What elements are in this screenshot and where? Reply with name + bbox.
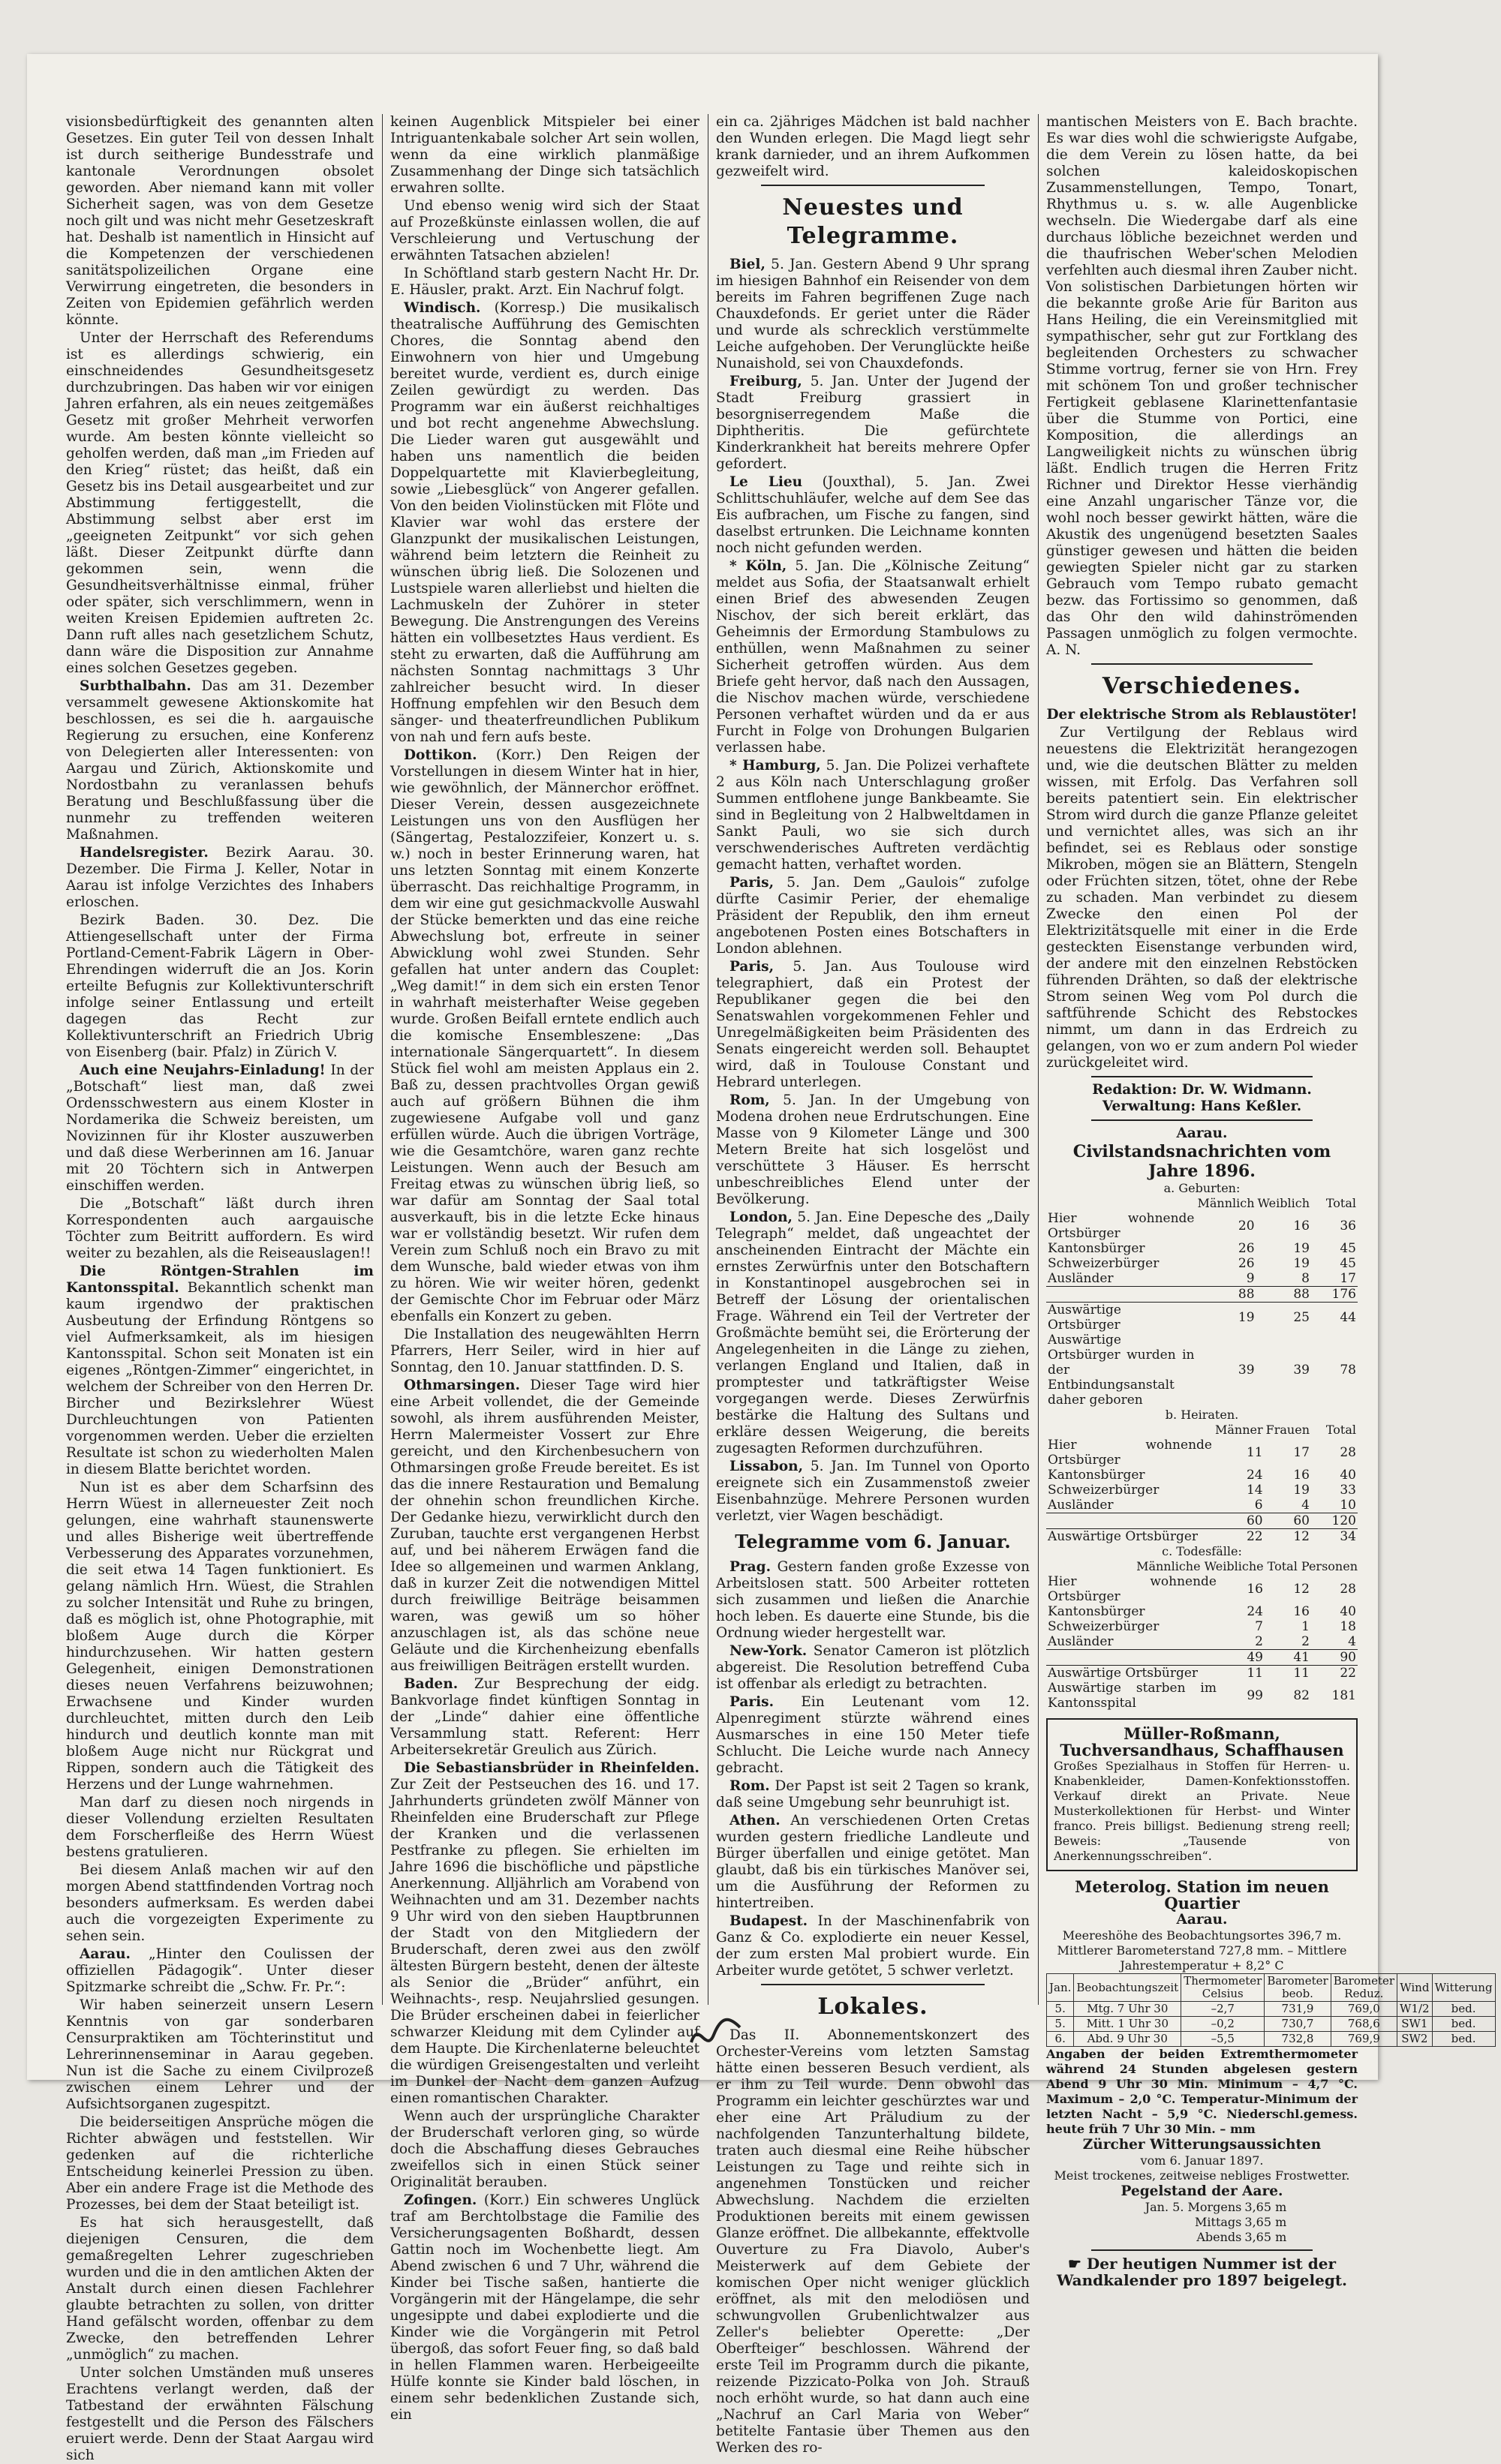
article-heading: Auch eine Neujahrs-Einladung! <box>80 1062 326 1078</box>
article-text: „Hinter den Coulissen der offiziellen Pädagogik“. Unter dieser Spitzmarke schreibt die „Schw. Fr. Pr.“: <box>66 1946 374 1995</box>
table-row: Ausländer 9 8 17 <box>1048 1271 1356 1286</box>
divider <box>1091 2249 1313 2251</box>
table-row: Hier wohnende Ortsbürger 11 17 28 <box>1048 1438 1356 1468</box>
article-text: Und ebenso wenig wird sich der Staat auf Prozeßkünste einlassen wollen, die auf Verschleierung und Vertuschung der erwähnten Tatsachen abzielen! <box>390 198 699 263</box>
article-text: Zur Vertilgung der Reblaus wird neuestens die Elektrizität herangezogen und, wie die deutschen Blätter zu melden wissen, mit Erfolg. Das Verfahren soll bereits patentiert sein. Ein elektrischer Strom wird durch die ganze Pflanze geleitet und vernichtet alles, was sich an ihr befindet, sei es Reblaus oder sonstige Mikroben, mögen sie an Blättern, Stengeln oder Früchten sitzen, tötet, ohne der Rebe zu schaden. Man verbindet zu diesem Zwecke den einen Pol der Elektrizitätsquelle mit einer in die Erde gesteckten Eisenstange verbunden wird, der andere mit den einzelnen Rebstöcken führenden Drähten, so daß der elektrische Strom seinen Weg vom Pol durch die saftführende Schicht des Rebstockes nimmt, um dann in das Erdreich zu gelangen, von wo er zum andern Pol wieder zurückgeleitet wird. <box>1046 725 1358 1071</box>
table-row: Schweizerbürger 14 19 33 <box>1048 1483 1356 1498</box>
article-heading: Baden. <box>404 1676 459 1692</box>
article-text: (Jouxthal), 5. Jan. Zwei Schlittschuhläufer, welche auf dem See das Eis aufbrachen, um Fische zu fangen, sind daselbst ertrunken. Die Leichname konnten noch nicht gefunden werden. <box>716 474 1030 556</box>
article-heading: * Hamburg, <box>729 758 821 774</box>
column-1 <box>66 114 374 2463</box>
article-text: 5. Jan. Aus Toulouse wird telegraphiert, daß ein Protest der Republikaner gegen die bei den Senatswahlen vorgekommenen Fehler und Unregelmäßigkeiten beim Präsidenten des Senats eingereicht werden soll. Behauptet wird, daß in Toulouse Constant und Hebrard unterlegen. <box>716 959 1030 1090</box>
article-text: Dieser Tage wird hier eine Arbeit vollendet, die der Gemeinde sowohl, als ihrem ausführenden Meister, Herrn Malermeister Vossert zur Ehre gereicht, und den Kirchenbesuchern von Othmarsingen große Freude bereitet. Es ist das die innere Restauration und Bemalung der ohnehin schon freundlichen Kirche. Der Gedanke hiezu, verwirklicht durch den Zuruban, tauchte erst vergangenen Herbst auf, und bei näherem Erwägen fand die Idee so allgemeinen und warmen Anklang, daß in kurzer Zeit die notwendigen Mittel durch freiwillige Beiträge beisammen waren, was gewiß um so höher anzuschlagen ist, als das schöne neue Geläute und die Kirchenheizung ebenfalls aus freiwilligen Beiträgen erstellt wurden. <box>390 1378 699 1674</box>
article-text: In der Maschinenfabrik von Ganz & Co. explodierte ein neuer Kessel, der zum ersten Mal probiert wurde. Ein Arbeiter wurde getötet, 5 schwer verletzt. <box>716 1913 1030 1979</box>
article-text: Das II. Abonnementskonzert des Orchester-Vereins vom letzten Samstag hätte einen besseren Besuch verdient, als er ihm zu Teil wurde. Denn obwohl das Programm ein leichter geschürztes war und eher eine Art Präludium zu der nachfolgenden Tanzunterhaltung bildete, traten auch diesmal eine Reihe hübscher Leistungen zu Tage und reihte sich in angenehmen Tonstücken und reicher Abwechslung. Nachdem die erzielten Produktionen bereits mit einem gewissen Glanze eröffnet. Die allbekannte, effektvolle Ouverture zu Fra Diavolo, Auber's Meisterwerk auf dem Gebiete der komischen Oper nicht weniger glücklich eröffnet, als mit den melodiösen und schwungvollen Grubenlichtwalzer aus Zeller's beliebter Operette: „Der Oberfteiger“ beschlossen. Während der erste Teil im Programm durch die pikante, reizende Pizzicato-Polka von Joh. Strauß noch erhöht wurde, so hat dann auch eine „Nachruf an Carl Maria von Weber“ betitelte Fantasie über Themen aus den Werken des ro- <box>716 2027 1030 2456</box>
forecast-date: vom 6. Januar 1897. <box>1140 2153 1264 2168</box>
article-text: Es hat sich herausgestellt, daß diejenigen Censuren, die dem gemaßregelten Lehrer zugeschrieben wurden und die in den amtlichen Akten der Anstalt durch einen diesen Fachlehrer glaubte betrachten zu sollen, von dritter Hand gefälscht worden, offenbar zu dem Zwecke, den betreffenden Lehrer „unmöglich“ zu machen. <box>66 2215 374 2363</box>
table-row: Auswärtige Ortsbürger 11 11 22 <box>1048 1666 1356 1681</box>
article-text: Zur Zeit der Pestseuchen des 16. und 17. Jahrhunderts gründeten zwölf Männer von Rheinfelden eine Bruderschaft zur Pflege der Kranken und die verlassenen Pestfranke zu pflegen. Sie erhielten im Jahre 1696 die bischöfliche und päpstliche Anerkennung. Alljährlich am Vorabend von Weihnachten und am 31. Dezember nachts 9 Uhr wird von den sieben Hauptbrunnen der Stadt von den Mitgliedern der Bruderschaft, deren zwei aus den zwölf ältesten Bürgern besteht, denen der älteste als Senior die „Brüder“ anführt, ein Weihnachts-, resp. Neujahrslied gesungen. Die Brüder erscheinen dabei in feierlicher schwarzer Kleidung mit dem Cylinder auf dem Haupte. Die Kirchenlaterne beleuchtet die würdigen Greisengestalten und verleiht im Dunkel der Nacht dem ganzen Aufzug einen romantischen Charakter. <box>390 1777 699 2106</box>
column-header: Weiblich <box>1257 1196 1310 1210</box>
article-heading: Othmarsingen. <box>404 1378 520 1393</box>
article-text: Die beiderseitigen Ansprüche mögen die Richter abwägen und feststellen. Wir gedenken auf die richterliche Entscheidung keinerlei Pression zu üben. Aber ein andere Frage ist die Methode des Prozesses, bei dem der Staat beteiligt ist. <box>66 2114 374 2213</box>
column-4 <box>1046 114 1493 2289</box>
article-text: ein ca. 2jähriges Mädchen ist bald nachher den Wunden erlegen. Die Magd liegt sehr krank darnieder, und an ihrem Aufkommen gezweifelt wird. <box>716 114 1030 179</box>
article-text: Zur Besprechung der eidg. Bankvorlage findet künftigen Sonntag in der „Linde“ dahier eine öffentliche Versammlung statt. Referent: Herr Arbeitersekretär Greulich aus Zürich. <box>390 1676 699 1758</box>
article-text: Man darf zu diesen noch nirgends in dieser Vollendung erzielten Resultaten dem Forscherfleiße des Herrn Wüest bestens gratulieren. <box>66 1795 374 1860</box>
column-header: Total <box>1325 1423 1356 1437</box>
article-text: An verschiedenen Orten Cretas wurden gestern friedliche Landleute und Bürger überfallen und einige getötet. Man glaubt, daß bis ein türkisches Manöver sei, um die Ausführung der Reformen zu hintertreiben. <box>716 1813 1030 1911</box>
article-text: Ein Leutenant vom 12. Alpenregiment stürzte während eines Ausmarsches in eine 150 Meter tiefe Schlucht. Die Leiche wurde nach Annecy gebracht. <box>716 1694 1030 1776</box>
footer-notice: ☛ Der heutigen Nummer ist der Wandkalender pro 1897 beigelegt. <box>1056 2255 1348 2289</box>
article-text: Nun ist es aber dem Scharfsinn des Herrn Wüest in allerneuester Zeit noch gelungen, eine wahrhaft staunenswerte und alles Bisherige weit übertreffende Verbesserung des Apparates vorzunehmen, die seit etwa 14 Tagen funktioniert. Es gelang nämlich Hrn. Wüest, die Strahlen zu solcher Intensität und Ruhe zu bringen, daß es möglich ist, ohne Photographie, mit bloßem Auge durch die Körper hindurchzusehen. Wir hatten gestern Gelegenheit, einigen Demonstrationen dieses neuen Verfahrens beizuwohnen; Erwachsene und Kinder wurden durchleuchtet, mitten durch den Leib hindurch und deutlich konnte man mit bloßem Auge nicht nur Rückgrat und Rippen, sondern auch die Tätigkeit des Herzens und der Lunge wahrnehmen. <box>66 1480 374 1792</box>
article-text: 5. Jan. Dem „Gaulois“ zufolge dürfte Casimir Perier, der ehemalige Präsident der Republik, den ihm erneut angebotenen Posten eines Botschafters in London ablehnen. <box>716 875 1030 957</box>
table-row: Auswärtige Ortsbürger 22 12 34 <box>1048 1529 1356 1544</box>
article-text: Bezirk Baden. 30. Dez. Die Attiengesellschaft unter der Firma Portland-Cement-Fabrik Lägern in Ober-Ehrendingen widerruft die an Jos. Korin erteilte Befugnis zur Kollektivunterschrift infolge seiner Entlassung und erteilt dagegen das Recht zur Kollektivunterschrift an Friedrich Ubrig von Eisenberg (bair. Pfalz) in Zürich V. <box>66 912 374 1060</box>
article-heading: Biel, <box>729 257 766 272</box>
weather-station-title: Meterolog. Station im neuen Quartier <box>1075 1877 1329 1913</box>
divider <box>761 1984 985 1985</box>
deaths-column-headers: Männliche Weibliche Total Personen <box>1136 1559 1358 1573</box>
article-heading: Windisch. <box>404 300 481 316</box>
article-text: Bezirk Aarau. 30. Dezember. Die Firma J. Keller, Notar in Aarau ist infolge Verzichtes des Inhabers erloschen. <box>66 845 374 910</box>
column-header: Männer <box>1214 1423 1263 1437</box>
article-text: Die „Botschaft“ läßt durch ihren Korrespondenten auch aargauische Töchter zum Beitritt auffordern. Es wird weiter zu bezahlen, als die Reiseauslagen!! <box>66 1196 374 1261</box>
ad-title: Müller-Roßmann, Tuchversandhaus, Schaffhausen <box>1060 1724 1344 1759</box>
table-row: Schweizerbürger 26 19 45 <box>1048 1256 1356 1271</box>
article-text: Gestern fanden große Exzesse von Arbeitslosen statt. 500 Arbeiter rotteten sich zusammen und ließen die Anarchie hoch leben. Es dauerte eine Stunde, bis die Ordnung wieder hergestellt war. <box>716 1559 1030 1641</box>
column-2 <box>390 114 699 2423</box>
article-text: 5. Jan. Die Polizei verhaftete 2 aus Köln nach Unterschlagung großer Summen entflohene junge Bankbeamte. Sie sind in Begleitung von 2 Halbweltdamen in Sankt Pauli, wo sie sich durch verschwenderisches Auftreten verdächtig gemacht hatten, verhaftet worden. <box>716 758 1030 873</box>
divider <box>1091 1119 1313 1121</box>
table-row: 49 41 90 <box>1046 1650 1358 1666</box>
article-heading: Budapest. <box>729 1913 808 1929</box>
births-heading: a. Geburten: <box>1163 1181 1241 1195</box>
column-3 <box>716 114 1030 2456</box>
article-heading: Handelsregister. <box>80 845 209 861</box>
article-text: 5. Jan. Die „Kölnische Zeitung“ meldet aus Sofia, der Staatsanwalt erhielt einen Brief des abwesenden Zeugen Nischov, der sich bereit erklärt, das Geheimnis der Ermordung Stambulows zu enthüllen, wenn Maßnahmen zu seiner Sicherheit getroffen würden. Aus dem Briefe geht hervor, daß nach den Aussagen, die Nischov machen würde, verschiedene Personen verhaftet würden und da er aus Furcht in Folge von Drohungen Bulgarien verlassen habe. <box>716 558 1030 756</box>
marriages-heading: b. Heiraten. <box>1165 1408 1239 1422</box>
article-text: keinen Augenblick Mitspieler bei einer Intriguantenkabale solcher Art sein wollen, wenn da eine wirklich planmäßige Zusammenhang der Dinge sich tatsächlich erwahren sollte. <box>390 114 699 196</box>
table-row: Auswärtige Ortsbürger 19 25 44 <box>1048 1303 1356 1333</box>
table-row: Hier wohnende Ortsbürger 20 16 36 <box>1048 1211 1356 1241</box>
births-table <box>1046 1196 1358 1408</box>
table-row: Ausländer 6 4 10 <box>1048 1498 1356 1513</box>
article-heading: Zofingen. <box>404 2192 477 2208</box>
article-text: Das am 31. Dezember versammelt gewesene Aktionskomite hat beschlossen, es sei die h. aargauische Regierung zu ersuchen, eine Konferenz von Delegierten aller Interessenten: von Aargau und Zürich, Aktionskomite und Nordostbahn zu veranlassen behufs Beratung und Beschlußfassung über die nunmehr zu treffenden weiteren Maßnahmen. <box>66 678 374 843</box>
article-text: Der Papst ist seit 2 Tagen so krank, daß seine Umgebung sehr beunruhigt ist. <box>716 1778 1030 1810</box>
article-heading: New-York. <box>729 1643 808 1659</box>
table-row: Abends 3,65 m <box>1196 2230 1287 2244</box>
table-row: Auswärtige Ortsbürger wurden in der Entbindungsanstalt daher geboren 39 39 78 <box>1048 1333 1356 1408</box>
article-text: Bekanntlich schenkt man kaum irgendwo der praktischen Ausbeutung der Erfindung Röntgens so viel Aufmerksamkeit, als im hiesigen Kantonsspital. Schon seit Monaten ist ein eigenes „Röntgen-Zimmer“ eingerichtet, in welchem der Schreiber von den Herren Dr. Bircher und Bezirkslehrer Wüest Durchleuchtungen von Patienten vorgenommen werden. Ueber die erzielten Resultate ist schon zu wiederholten Malen in diesem Blatte berichtet worden. <box>66 1280 374 1477</box>
article-heading: Rom, <box>729 1092 770 1108</box>
article-heading: Surbthalbahn. <box>80 678 191 694</box>
article-text: Wenn auch der ursprüngliche Charakter der Bruderschaft verloren ging, so würde doch die Abschaffung dieses Gebrauches zweifellos sich in einen Stück seiner Originalität berauben. <box>390 2108 699 2190</box>
column-header: Total <box>1325 1196 1356 1210</box>
article-text: 5. Jan. Gestern Abend 9 Uhr sprang im hiesigen Bahnhof ein Reisender von dem bereits im Fahren begriffenen Zuge nach Chauxdefonds. Er geriet unter die Räder und wurde als schrecklich verstümmelte Leiche aufgehoben. Der Verunglückte heiße Nunaishold, sei von Chauxdefonds. <box>716 257 1030 371</box>
weather-station-info: Meereshöhe des Beobachtungsortes 396,7 m. Mittlerer Barometerstand 727,8 mm. – Mittlere Jahrestemperatur + 8,2° C <box>1057 1928 1347 1973</box>
table-row: Kantonsbürger 26 19 45 <box>1048 1241 1356 1256</box>
editor-line: Redaktion: Dr. W. Widmann. <box>1092 1082 1312 1098</box>
article-text: (Korr.) Ein schweres Unglück traf am Berchtolbstage die Familie des Versicherungsagenten Boßhardt, dessen Gattin noch im Wochenbette liegt. Am Abend zwischen 6 und 7 Uhr, während die Kinder bei Tische saßen, hantierte die Vorgängerin mit der Hängelampe, die sehr ungesippte und dabei explodierte und die Kinder wie die Vorgängerin mit Petrol übergoß, das sofort Feuer fing, so daß bald in hellen Flammen waren. Herbeigeeilte Hülfe konnte sie Kinder bald löschen, in einem sehr bedenklichen Zustande sich, ein <box>390 2192 699 2423</box>
deaths-table <box>1046 1574 1358 1711</box>
river-level-table <box>1093 2200 1311 2245</box>
weather-table <box>1046 1973 1496 2047</box>
handwritten-mark-icon <box>687 2012 747 2069</box>
article-text: Senator Cameron ist plötzlich abgereist. Die Resolution betreffend Cuba ist offenbar als erledigt zu betrachten. <box>716 1643 1030 1692</box>
table-row: Kantonsbürger 24 16 40 <box>1048 1468 1356 1483</box>
article-text: 5. Jan. Im Tunnel von Oporto ereignete sich ein Zusammenstoß zweier Eisenbahnzüge. Mehrere Personen wurden verletzt, vier Wagen beschädigt. <box>716 1459 1030 1524</box>
table-header-row: Jan. Beobachtungszeit Thermometer Celsius Barometer beob. Barometer Reduz. Wind Witterung <box>1047 1974 1496 2002</box>
section-title: Neuestes und Telegramme. <box>782 194 964 249</box>
article-heading: Die Sebastiansbrüder in Rheinfelden. <box>404 1760 699 1776</box>
civil-records-title: Civilstandsnachrichten vom Jahre 1896. <box>1072 1142 1331 1181</box>
table-row: Ausländer 2 2 4 <box>1048 1634 1356 1649</box>
marriages-table <box>1046 1423 1358 1544</box>
article-heading: Athen. <box>729 1813 781 1828</box>
article-heading: Prag. <box>729 1559 772 1575</box>
article-heading: Freiburg, <box>729 374 802 389</box>
extreme-thermometer-note: Angaben der beiden Extremthermometer während 24 Stunden abgelesen gestern Abend 9 Uhr 30 Min. Minimum – 4,7 °C. Maximum – 2,0 °C. Temperatur-Minimum der letzten Nacht – 5,9 °C. Niederschl.gemess. heute früh 7 Uhr 30 Min. – mm <box>1046 2047 1358 2136</box>
article-text: Unter solchen Umständen muß unseres Erachtens verlangt werden, daß der Tatbestand der erwähnten Fälschung festgestellt und die Person des Fälschers eruiert werde. Denn der Staat Aargau wird sich <box>66 2365 374 2463</box>
table-row: Mittags 3,65 m <box>1195 2215 1287 2229</box>
article-text: In der „Botschaft“ liest man, daß zwei Ordensschwestern aus einem Kloster in Nordamerika die Schweiz bereisten, um Novizinnen für ihr Kloster auszuwerben und daß diese Werberinnen am 16. Januar mit 20 Töchtern sich in Antwerpen einschiffen werden. <box>66 1062 374 1194</box>
article-heading: Rom. <box>729 1778 770 1794</box>
article-text: (Korr.) Den Reigen der Vorstellungen in diesem Winter hat in hier, wie gewöhnlich, der Männerchor eröffnet. Dieser Verein, dessen ausgezeichnete Leistungen uns von den Ausflügen her (Sängertag, Pestalozzifeier, Konzert u. s. w.) noch in bester Erinnerung waren, hat uns letzten Sonntag mit einem Konzerte überrascht. Das reichhaltige Programm, in dem wir eine gut gesichmackvolle Auswahl der Stücke bemerkten und das eine reiche Abwechslung bot, erfreute in seiner Abwicklung wohl zwei Stunden. Sehr gefallen hat unter andern das Couplet: „Weg damit!“ in dem sich ein ersten Tenor in wahrhaft meisterhafter Weise gegeben wurde. Großen Beifall erntete endlich auch die komische Ensembleszene: „Das internationale Sängerquartett“. In diesem Stück fiel wohl am meisten Applaus ein 2. Baß zu, dessen prachtvolles Organ gewiß auch auf größern Bühnen die ihm zugewiesene Aufgabe voll und ganz erfüllen würde. Auch die übrigen Vorträge, wie die Gesamtchöre, waren ganz rechte Leistungen. Wenn auch der Besuch am Freitag etwas zu wünschen übrig ließ, so war dafür am Sonntag der Saal total ausverkauft, bis in die letzte Ecke hinaus war er vollständig besetzt. Wir rufen dem Verein zum Schluß noch ein Bravo zu mit dem Wunsche, bald wieder etwas von ihm zu hören. Wie wir weiter hören, gedenkt der Gemischte Chor im Februar oder März ebenfalls ein Konzert zu geben. <box>390 747 699 1324</box>
subsection-title: Telegramme vom 6. Januar. <box>735 1531 1011 1552</box>
article-heading: Paris, <box>729 959 775 975</box>
article-heading: Die Röntgen-Strahlen im Kantonsspital. <box>66 1264 374 1296</box>
article-heading: * Köln, <box>729 558 787 574</box>
table-row: 5. Mitt. 1 Uhr 30 –0,2 730,7 768,6 SW1 bed. <box>1047 2017 1496 2032</box>
ad-text: Großes Spezialhaus in Stoffen für Herren- u. Knabenkleider, Damen-Konfektionsstoffen. Verkauf direkt an Private. Neue Musterkollektionen für Herbst- und Winter franco. Preis billigst. Bedienung streng reell; Beweis: „Tausende von Anerkennungsschreiben“. <box>1054 1759 1350 1863</box>
table-row: Jan. 5. Morgens 3,65 m <box>1145 2200 1287 2214</box>
article-heading: Paris. <box>729 1694 775 1710</box>
advertisement <box>1046 1718 1358 1871</box>
article-text: Die Installation des neugewählten Herrn Pfarrers, Herr Seiler, wird in hier auf Sonntag, den 10. Januar stattfinden. D. S. <box>390 1327 699 1375</box>
article-text: 5. Jan. Unter der Jugend der Stadt Freiburg grassiert in besorgniserregendem Maße die Diphtheritis. Die gefürchtete Kinderkrankheit hat bereits mehrere Opfer gefordert. <box>716 374 1030 472</box>
section-title: Lokales. <box>817 1994 928 2020</box>
newspaper-page <box>27 54 1493 2463</box>
article-text: 5. Jan. Eine Depesche des „Daily Telegraph“ meldet, daß ungeachtet der anscheinenden Eintracht der Mächte ein ernstes Zerwürfnis unter den Botschaftern in Konstantinopel ausgebrochen sei in Betreff der Lösung der orientalischen Frage. Während ein Teil der Vertreter der Großmächte bemüht sei, die Erörterung der Angelegenheiten in die Länge zu ziehen, verlangen England und Italien, daß in promptester und tatkräftigster Weise vorgegangen werde. Dieses Zerwürfnis bestärke die Haltung des Sultans und erkläre dessen Weigerung, die bereits zugesagten Reformen durchzuführen. <box>716 1209 1030 1456</box>
table-row: 88 88 176 <box>1046 1287 1358 1303</box>
river-level-title: Pegelstand der Aare. <box>1120 2183 1283 2199</box>
article-heading: Dottikon. <box>404 747 477 763</box>
divider <box>761 185 985 186</box>
table-row: Hier wohnende Ortsbürger 16 12 28 <box>1048 1574 1356 1604</box>
article-heading: Paris, <box>729 875 775 891</box>
table-row: 60 60 120 <box>1046 1513 1358 1529</box>
divider <box>1091 663 1313 665</box>
table-row: 6. Abd. 9 Uhr 30 –5,5 732,8 769,9 SW2 bed. <box>1047 2032 1496 2047</box>
article-heading: Der elektrische Strom als Reblaustöter! <box>1046 707 1358 723</box>
forecast-text: Meist trockenes, zeitweise nebliges Frostwetter. <box>1054 2168 1350 2183</box>
forecast-title: Zürcher Witterungsaussichten <box>1082 2137 1322 2153</box>
table-row: Auswärtige starben im Kantonsspital 99 82 181 <box>1048 1681 1356 1711</box>
table-row: Kantonsbürger 24 16 40 <box>1048 1604 1356 1619</box>
article-text: In Schöftland starb gestern Nacht Hr. Dr. E. Häusler, prakt. Arzt. Ein Nachruf folgt. <box>390 266 699 298</box>
table-row: 5. Mtg. 7 Uhr 30 –2,7 731,9 769,0 W1/2 bed. <box>1047 2002 1496 2017</box>
article-heading: Aarau. <box>80 1946 131 1962</box>
article-heading: London, <box>729 1209 793 1225</box>
article-text: Wir haben seinerzeit unsern Lesern Kenntnis von gar sonderbaren Censurpraktiken am Töchterinstitut und Lehrerinnenseminar in Aarau gegeben. Nun ist die Sache zu einem Civilprozeß zwischen einem Lehrer und der Aufsichtsorganen zugespitzt. <box>66 1997 374 2112</box>
column-header: Frauen <box>1265 1423 1310 1437</box>
section-title: Verschiedenes. <box>1102 673 1302 699</box>
article-heading: Lissabon, <box>729 1459 804 1474</box>
town-heading: Aarau. <box>1176 1125 1228 1141</box>
article-text: (Korresp.) Die musikalisch theatralische Aufführung des Gemischten Chores, die Sonntag abend den Einwohnern von hier und Umgebung bereitet wurde, verdient es, durch einige Zeilen gewürdigt zu werden. Das Programm war ein äußerst reichhaltiges und bot recht angenehme Abwechslung. Die Lieder waren gut ausgewählt und haben uns namentlich die beiden Doppelquartette mit Klavierbegleitung, sowie „Liebesglück“ von Angerer gefallen. Von den beiden Violinstücken mit Flöte und Klavier war wohl das erstere der Glanzpunkt der musikalischen Leistungen, während beim letztern die Reinheit zu wünschen übrig ließ. Die Solozenen und Lustspiele waren allerliebst und hielten die Lachmuskeln der Zuhörer in steter Bewegung. Die Anstrengungen des Vereins hätten ein vollbesetztes Haus verdient. Es steht zu erwarten, daß die Aufführung am nächsten Sonntag nachmittags 3 Uhr zahlreicher besucht wird. In dieser Hoffnung empfehlen wir den Besuch dem sänger- und theaterfreundlichen Publikum von nah und fern aufs beste. <box>390 300 699 745</box>
weather-station-town: Aarau. <box>1176 1912 1228 1928</box>
article-text: mantischen Meisters von E. Bach brachte. Es war dies wohl die schwierigste Aufgabe, die dem Verein zu lösen hatte, da bei solchen kaleidoskopischen Zusammenstellungen, Tempo, Tonart, Rhythmus u. s. w. alle Augenblicke wechseln. Die Wiedergabe darf als eine durchaus löbliche bezeichnet werden und die thaufrischen Weber'schen Melodien verfehlten auch diesmal ihren Zauber nicht. Von solistischen Darbietungen hörten wir die bekannte große Arie für Bariton aus Hans Heiling, die ein Vereinsmitglied mit sympathischer, sehr gut zur Fortklang des begleitenden Orchesters zu schwacher Stimme vortrug, ferner sie von Hrn. Frey mit schönem Ton und großer technischer Fertigkeit geblasene Klarinettenfantasie über die Stumme von Portici, eine Komposition, die allerdings an Langweiligkeit nichts zu wünschen übrig läßt. Endlich trugen die Herren Fritz Richner und Direktor Hesse vierhändig eine Anzahl ungarischer Tänze vor, die wohl noch besser gewirkt hätten, wäre die Akustik des ungenügend besetzten Saales günstiger gewesen und hätten die beiden gewiegten Spieler nicht gar zu starken Gebrauch vom Tempo rubato gemacht bezw. das Fortissimo so genommen, daß das Ohr den wild dahinströmenden Passagen unmöglich zu folgen vermochte. A. N. <box>1046 114 1358 658</box>
article-heading: Le Lieu <box>729 474 803 490</box>
article-text: Bei diesem Anlaß machen wir auf den morgen Abend stattfindenden Vortrag noch besonders aufmerksam. Es werden dabei auch die vorgezeigten Experimente zu sehen sein. <box>66 1862 374 1944</box>
publisher-line: Verwaltung: Hans Keßler. <box>1102 1098 1302 1114</box>
article-text: 5. Jan. In der Umgebung von Modena drohen neue Erdrutschungen. Eine Masse von 9 Kilometer Länge und 300 Metern Breite hat sich losgelöst und verschüttete 3 Häuser. Es herrscht unbeschreibliches Elend unter der Bevölkerung. <box>716 1092 1030 1207</box>
table-row: Schweizerbürger 7 1 18 <box>1048 1619 1356 1634</box>
deaths-heading: c. Todesfälle: <box>1162 1544 1242 1558</box>
article-text: visionsbedürftigkeit des genannten alten Gesetzes. Ein guter Teil von dessen Inhalt ist durch seitherige Bundesstrafe und kantonale Verordnungen obsolet geworden. Aber niemand kann mit voller Sicherheit sagen, was von dem Gesetze noch gilt und was nicht mehr Gesetzeskraft hat. Deshalb ist namentlich in Hinsicht auf die Kompetenzen der verschiedenen sanitätspolizeilichen Organe eine Verwirrung eingetreten, die besonders in Zeiten von Epidemien gefährlich werden könnte. <box>66 114 374 328</box>
column-header: Männlich <box>1197 1196 1255 1210</box>
divider <box>1091 1076 1313 1077</box>
article-text: Unter der Herrschaft des Referendums ist es allerdings schwierig, ein einschneidendes Gesundheitsgesetz durchzubringen. Das haben wir vor einigen Jahren erfahren, als ein neues zeitgemäßes Gesetz mit großer Mehrheit verworfen wurde. Am besten könnte vielleicht so geholfen werden, daß man „im Frieden auf den Krieg“ rüstet; das heißt, daß ein Gesetz bis ins Detail ausgearbeitet und zur Abstimmung fertiggestellt, die Abstimmung selbst aber erst im „geeigneten Zeitpunkt“ vor sich gehen läßt. Dieser Zeitpunkt dürfte dann gekommen sein, wenn die Gesundheitsverhältnisse einmal, früher oder später, sich verschlimmern, wenn in weiten Kreisen Epidemien auftreten 2c. Dann ruft alles nach gesetzlichem Schutz, dann wäre die Disposition zur Annahme eines solchen Gesetzes gegeben. <box>66 330 374 676</box>
